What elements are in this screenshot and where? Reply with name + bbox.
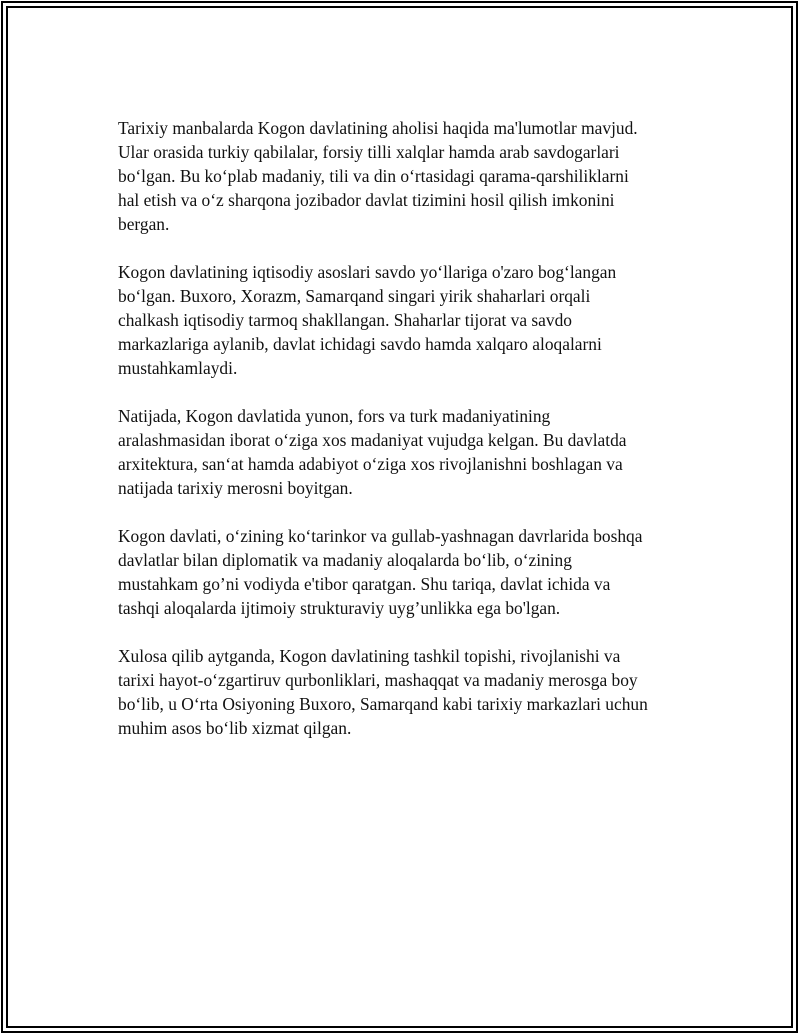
text-line: Kogon davlati, o‘zining ko‘tarinkor va gullab-yashnagan davrlarida boshqa	[118, 526, 643, 546]
text-line: bo‘lgan. Buxoro, Xorazm, Samarqand singari yirik shaharlari orqali	[118, 286, 591, 306]
text-line: bo‘lib, u O‘rta Osiyoning Buxoro, Samarqand kabi tarixiy markazlari uchun	[118, 694, 648, 714]
text-line: markazlariga aylanib, davlat ichidagi savdo hamda xalqaro aloqalarni	[118, 334, 602, 354]
text-line: aralashmasidan iborat o‘ziga xos madaniyat vujudga kelgan. Bu davlatda	[118, 430, 627, 450]
text-line: tashqi aloqalarda ijtimoiy strukturaviy uyg’unlikka ega bo'lgan.	[118, 598, 561, 618]
text-line: davlatlar bilan diplomatik va madaniy aloqalarda bo‘lib, o‘zining	[118, 550, 572, 570]
text-line: muhim asos bo‘lib xizmat qilgan.	[118, 718, 352, 738]
paragraph-2	[118, 260, 698, 380]
text-line: tarixi hayot-o‘zgartiruv qurbonliklari, mashaqqat va madaniy merosga boy	[118, 670, 638, 690]
paragraph-5	[118, 644, 698, 740]
text-line: bergan.	[118, 214, 170, 234]
text-line: hal etish va o‘z sharqona jozibador davlat tizimini hosil qilish imkonini	[118, 190, 615, 210]
text-line: Kogon davlatining iqtisodiy asoslari savdo yo‘llariga o'zaro bog‘langan	[118, 262, 617, 282]
text-line: Tarixiy manbalarda Kogon davlatining aholisi haqida ma'lumotlar mavjud.	[118, 118, 638, 138]
text-line: bo‘lgan. Bu ko‘plab madaniy, tili va din o‘rtasidagi qarama-qarshiliklarni	[118, 166, 629, 186]
text-line: Xulosa qilib aytganda, Kogon davlatining tashkil topishi, rivojlanishi va	[118, 646, 621, 666]
paragraph-1	[118, 116, 698, 236]
paragraph-4	[118, 524, 698, 620]
text-line: natijada tarixiy merosni boyitgan.	[118, 478, 353, 498]
document-body	[118, 116, 698, 764]
text-line: Natijada, Kogon davlatida yunon, fors va turk madaniyatining	[118, 406, 551, 426]
text-line: chalkash iqtisodiy tarmoq shakllangan. Shaharlar tijorat va savdo	[118, 310, 572, 330]
text-line: arxitektura, san‘at hamda adabiyot o‘ziga xos rivojlanishni boshlagan va	[118, 454, 623, 474]
text-line: mustahkam go’ni vodiyda e'tibor qaratgan. Shu tariqa, davlat ichida va	[118, 574, 611, 594]
text-line: Ular orasida turkiy qabilalar, forsiy tilli xalqlar hamda arab savdogarlari	[118, 142, 620, 162]
paragraph-3	[118, 404, 698, 500]
text-line: mustahkamlaydi.	[118, 358, 238, 378]
